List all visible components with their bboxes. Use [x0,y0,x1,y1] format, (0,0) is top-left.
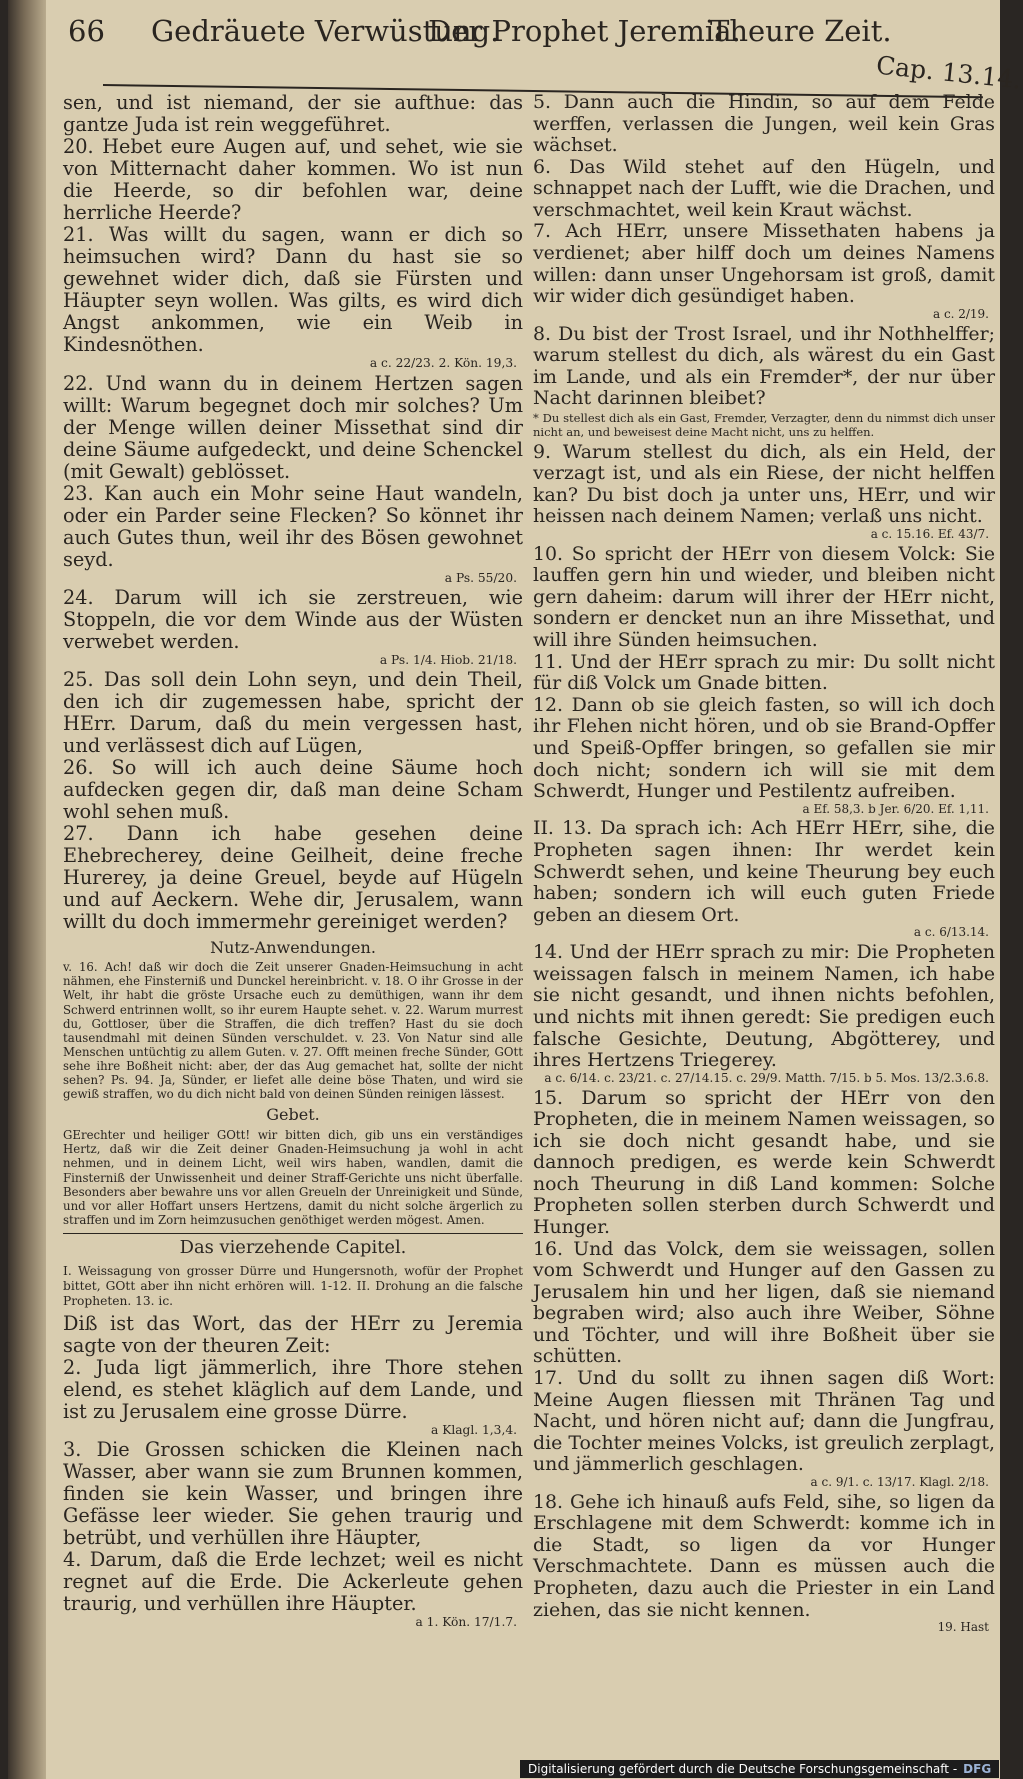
right-verses [533,92,995,1621]
cross-reference: a c. 22/23. 2. Kön. 19,3. [369,356,517,371]
running-head-center: Der Prophet Jeremia. [428,14,741,48]
verse: 3. Die Grossen schicken die Kleinen nach Wasser, aber wann sie zum Brunnen kommen, finden sie kein Wasser, und bringen ihre Gefässe leer wieder. Sie gehen traurig und betrübt, und verhüllen ihre Häupter, [63,1437,523,1550]
page-number: 66 [68,14,105,48]
verse: 16. Und das Volck, dem sie weissagen, sollen vom Schwerdt und Hunger auf den Gassen zu Jerusalem hin und her ligen, daß sie niemand begraben wird; also auch ihre Weiber, Söhne und Töchter, und will ihre Boßheit über sie schütten. [533,1237,995,1368]
verse: 24. Darum will ich sie zerstreuen, wie Stoppeln, die vor dem Winde aus der Wüsten verwebet werden. [63,585,523,653]
nutz-text: v. 16. Ach! daß wir doch die Zeit unserer Gnaden-Heimsuchung in acht nähmen, ehe Finsterniß und Dunckel hereinbricht. v. 18. O ihr Grosse in der Welt, ihr habt die gröste Ursache euch zu demüthigen, wann ihr dem Schwerd entrinnen wollt, so ihr eurem Haupte sehet. v. 22. Warum murrest du, Gottloser, über die Straffen, die dich treffen? Hast du sie doch tausendmahl mit deinen Sünden verschuldet. v. 23. Von Natur sind alle Menschen untüchtig zu allem Guten. v. 27. Offt meinen freche Sünder, GOtt sehe ihre Boßheit nicht: aber, der das Aug gemachet hat, sollte der nicht sehen? Ps. 94. Ja, Sünder, er liefet alle deine böse Thaten, und wird sie gewiß straffen, wo du dich nicht bald von deinen Sünden reinigen lässest. [63,960,523,1102]
verse: 21. Was willt du sagen, wann er dich so heimsuchen wird? Dann du hast sie so gewehnet wider dich, daß sie Fürsten und Häupter seyn wollen. Was gilts, es wird dich Angst ankommen, wie ein Weib in Kindesnöthen. [63,223,523,357]
verse: 27. Dann ich habe gesehen deine Ehebrecherey, deine Geilheit, deine freche Hurerey, ja deine Greuel, beyde auf Hügeln und auf Aeckern. Wehe dir, Jerusalem, wann willt du doch immermehr gereiniget werden? [63,822,523,934]
verse: 23. Kan auch ein Mohr seine Haut wandeln, oder ein Parder seine Flecken? So könnet ihr auch Gutes thun, weil ihr des Bösen gewohnet seyd. [63,481,523,571]
verse: II. 13. Da sprach ich: Ach HErr HErr, sihe, die Propheten sagen ihnen: Ihr werdet kein Schwerdt sehen, und keine Theurung bey euch haben; sondern ich will euch guten Friede geben an diesem Ort. [533,817,995,926]
cross-reference: a c. 15.16. Ef. 43/7. [870,526,989,541]
book-page [8,0,1023,1779]
cross-reference: a c. 2/19. [932,306,989,321]
chapter14-verses [63,1313,523,1630]
verse: 4. Darum, daß die Erde lechzet; weil es nicht regnet auf die Erde. Die Ackerleute gehen traurig, und verhüllen ihre Häupter. [63,1548,523,1616]
running-head-left: Gedräuete Verwüstung. [151,14,500,48]
cross-reference: a c. 9/1. c. 13/17. Klagl. 2/18. [810,1474,989,1489]
book-binding-shadow [8,0,46,1779]
verse: sen, und ist niemand, der sie aufthue: das gantze Juda ist rein weggeführet. [63,91,523,137]
verse: Diß ist das Wort, das der HErr zu Jeremia sagte von der theuren Zeit: [63,1311,523,1357]
cross-reference: a c. 6/13.14. [913,925,989,940]
right-column [533,92,995,1672]
verse: 14. Und der HErr sprach zu mir: Die Propheten weissagen falsch in meinem Namen, ich habe sie nicht gesandt, und ihnen nichts befohlen, und nichts mit ihnen geredt: Sie predigen euch falsche Gesichte, Deutung, Abgötterey, und ihres Hertzens Triegerey. [533,941,995,1072]
gebet-heading: Gebet. [266,1105,320,1125]
verse-footnote: * Du stellest dich als ein Gast, Fremder, Verzagter, denn du nimmst dich unser nicht an, und beweisest deine Macht nicht, uns zu helffen. [533,410,995,439]
cross-reference: a 1. Kön. 17/1.7. [415,1615,517,1630]
digitization-footer [520,1760,999,1778]
cross-reference: a c. 6/14. c. 23/21. c. 27/14.15. c. 29/9. Matth. 7/15. b 5. Mos. 13/2.3.6.8. [544,1070,989,1085]
verse: 8. Du bist der Trost Israel, und ihr Nothhelffer; warum stellest du dich, als wärest du ein Gast im Lande, und als ein Fremder*, der nur über Nacht darinnen bleibet? [533,322,995,410]
chapter-title: Das vierzehende Capitel. [63,1233,523,1260]
verse: 17. Und du sollt zu ihnen sagen diß Wort: Meine Augen fliessen mit Thränen Tag und Nacht, und hören nicht auf; dann die Jungfrau, die Tochter meines Volcks, ist greulich zerplagt, und jämmerlich geschlagen. [533,1367,995,1476]
cross-reference: a Ps. 55/20. [444,570,517,585]
verse: 26. So will ich auch deine Säume hoch aufdecken gegen dir, daß man deine Scham wohl sehen muß. [63,756,523,824]
running-head-right: Theure Zeit. [710,14,892,48]
verse: 6. Das Wild stehet auf den Hügeln, und schnappet nach der Lufft, wie die Drachen, und verschmachtet, weil kein Kraut wächst. [533,155,995,221]
verse: 10. So spricht der HErr von diesem Volck: Sie lauffen gern hin und wieder, und bleiben nicht gern daheim: darum will ihrer der HErr nicht, sondern er dencket nun an ihre Missethat, und will ihre Sünden heimsuchen. [533,542,995,652]
verse: 12. Dann ob sie gleich fasten, so will ich doch ihr Flehen nicht hören, und ob sie Brand-Opffer und Speiß-Opffer bringen, so gefallen sie mir doch nicht; sondern ich will sie mit dem Schwerdt, Hunger und Pestilentz aufreiben. [533,693,995,803]
catchword: 19. Hast [937,1620,989,1635]
verse: 20. Hebet eure Augen auf, und sehet, wie sie von Mitternacht daher kommen. Wo ist nun die Heerde, so dir befohlen war, deine herrliche Heerde? [63,135,523,225]
footer-text: Digitalisierung gefördert durch die Deutsche Forschungsgemeinschaft - [528,1762,958,1776]
gebet-text: GErechter und heiliger GOtt! wir bitten dich, gib uns ein verständiges Hertz, daß wir die Zeit deiner Gnaden-Heimsuchung ja wohl in acht nehmen, und in deinem Licht, weil wirs haben, wandlen, damit die Finsterniß der Unwissenheit und deiner Straff-Gerichte uns nicht überfalle. Besonders aber bewahre uns vor allen Greueln der Unreinigkeit und Sünde, und vor aller Hoffart unsers Hertzens, damit du nicht solche ärgerlich zu straffen und im Zorn heimzusuchen genöthiget werden mögest. Amen. [63,1128,523,1227]
chapter-reference: Cap. 13.14. [874,50,1023,95]
verse: 15. Darum so spricht der HErr von den Propheten, die in meinem Namen weissagen, so ich sie doch nicht gesandt habe, und sie dannoch predigen, es werde kein Schwerdt noch Theurung in diß Land kommen: Solche Propheten sollen sterben durch Schwerdt und Hunger. [533,1086,995,1238]
verse: 25. Das soll dein Lohn seyn, und dein Theil, den ich dir zugemessen habe, spricht der HErr. Darum, daß du mein vergessen hast, und verlässest dich auf Lügen, [63,668,523,758]
nutz-heading: Nutz-Anwendungen. [210,937,376,957]
verse: 2. Juda ligt jämmerlich, ihre Thore stehen elend, es stehet kläglich auf dem Lande, und ist zu Jerusalem eine grosse Dürre. [63,1355,523,1423]
left-verses [63,92,523,934]
left-column [63,92,523,1672]
verse: 11. Und der HErr sprach zu mir: Du sollt nicht für diß Volck um Gnade bitten. [533,650,995,695]
verse: 5. Dann auch die Hindin, so auf dem Felde werffen, verlassen die Jungen, weil kein Gras wächset. [533,91,995,157]
verse: 22. Und wann du in deinem Hertzen sagen willt: Warum begegnet doch mir solches? Um der Menge willen deiner Missethat sind dir deine Säume aufgedeckt, und deine Schenckel (mit Gewalt) geblösset. [63,371,523,483]
cross-reference: a Klagl. 1,3,4. [431,1422,517,1437]
verse: 9. Warum stellest du dich, als ein Held, der verzagt ist, und als ein Riese, der nicht helffen kan? Du bist doch ja unter uns, HErr, und wir heissen nach deinem Namen; verlaß uns nicht. [533,440,995,528]
verse: 18. Gehe ich hinauß aufs Feld, sihe, so ligen da Erschlagene mit dem Schwerdt: komme ich in die Stadt, so ligen da vor Hunger Verschmachtete. Dann es müssen auch die Propheten, dazu auch die Priester in ein Land ziehen, das sie nicht kennen. [533,1490,995,1621]
dfg-logo: DFG [963,1762,992,1776]
cross-reference: a Ps. 1/4. Hiob. 21/18. [379,653,517,667]
verse: 7. Ach HErr, unsere Missethaten habens ja verdienet; aber hilff doch um deines Namens willen: dann unser Ungehorsam ist groß, damit wir wider dich gesündiget haben. [533,220,995,308]
cross-reference: a Ef. 58,3. b Jer. 6/20. Ef. 1,11. [802,801,989,816]
chapter-summary: I. Weissagung von grosser Dürre und Hungersnoth, wofür der Prophet bittet, GOtt aber ihn nicht erhören will. 1-12. II. Drohung an die falsche Propheten. 13. ic. [63,1263,523,1308]
